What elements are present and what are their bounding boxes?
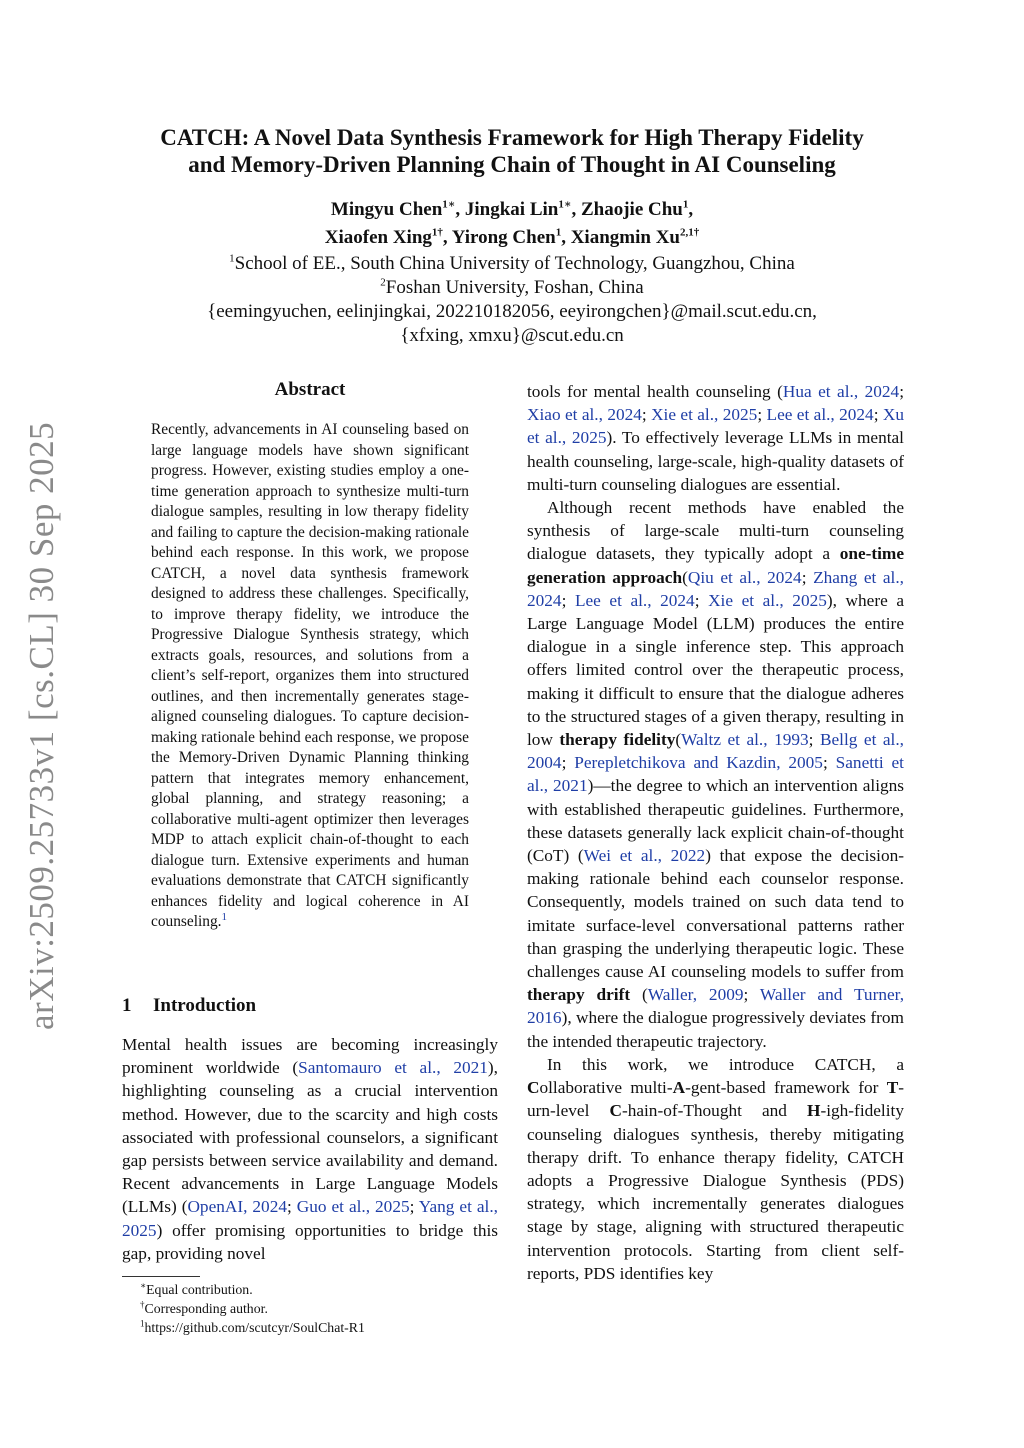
author-block [100, 196, 924, 348]
footnote-equal-contribution [140, 1280, 365, 1299]
footnote-divider [122, 1276, 200, 1277]
footnote-link[interactable]: https://github.com/scutcyr/SoulChat-R1 [144, 1320, 365, 1335]
body-text: ollaborative multi- [539, 1078, 673, 1098]
citation-link[interactable]: Lee et al., 2024 [574, 590, 695, 610]
citation-link[interactable]: Santomauro et al., 2021 [298, 1058, 488, 1078]
footnote-text: Equal contribution. [146, 1282, 253, 1297]
body-text: -gent-based framework for [685, 1078, 887, 1098]
citation-link[interactable]: Perepletchikova and Kazdin, 2005 [574, 753, 823, 773]
arxiv-identifier-stamp: arXiv:2509.25733v1 [cs.CL] 30 Sep 2025 [22, 421, 61, 1030]
body-text: tools for mental health counseling ( [527, 382, 783, 401]
citation-link[interactable]: Qiu et al., 2024 [687, 567, 802, 587]
author-name: Zhaojie Chu [580, 199, 683, 220]
footnote-mark: ∗ [140, 1280, 147, 1291]
body-text: ), highlighting counseling as a crucial intervention method. However, due to the scarcity and high costs associated with professional counselors, a significant gap persists between service availability and demand. Recent advancements in Large Language Models (LLMs) ( [122, 1058, 498, 1217]
affiliation-1 [100, 252, 924, 276]
citation-link[interactable]: Waller, 2009 [647, 985, 744, 1005]
emphasis-text: therapy drift [527, 985, 631, 1005]
citation-link[interactable]: Wei et al., 2022 [583, 846, 706, 866]
author-mark: 1∗ [442, 198, 456, 211]
footnotes [140, 1280, 365, 1337]
author-line-1: Mingyu Chen$^{1∗}$, Jingkai Lin$^{1∗}$, Zhaojie Chu$^1$, [330, 198, 694, 220]
body-text: In this work, we introduce CATCH, a [547, 1054, 904, 1074]
emphasis-text: C [527, 1078, 540, 1098]
emphasis-text: T [886, 1078, 899, 1098]
section-heading-introduction [122, 995, 256, 1017]
citation-link[interactable]: Yang et al., 2025 [122, 1197, 498, 1240]
author-name: Mingyu Chen [330, 199, 443, 220]
footnote-link[interactable]: 1 [221, 910, 228, 923]
citation-link[interactable]: Hua et al., 2024 [782, 382, 900, 401]
emphasis-text: C [609, 1101, 622, 1121]
body-text: , where the dialogue progressively deviates from the intended therapeutic trajectory. [527, 1008, 904, 1051]
citation-link[interactable]: Xie et al., 2025 [708, 590, 827, 610]
body-text: , where a Large Language Model (LLM) produces the entire dialogue in a single inference step. This approach offers limited control over the therapeutic process, making it difficult to ensure that the dialogue adheres to the structured stages of a given therapy, resulting in low [527, 590, 904, 750]
affiliation-mark: 1 [229, 252, 235, 265]
footnote-corresponding-author [140, 1299, 365, 1318]
footnote-mark: 1 [140, 1318, 145, 1329]
body-text: ) that expose the decision-making rationale behind each counselor response. Consequently, models trained on such data tend to imitate surface-level conversational patterns rather than grasping the underlying therapeutic logic. These challenges cause AI counseling models to suffer from [527, 846, 904, 982]
citation-link[interactable]: Waltz et al., 1993 [681, 730, 809, 750]
affiliation-mark: 2 [380, 276, 386, 289]
title-line-1: CATCH: A Novel Data Synthesis Framework for High Therapy Fidelity [160, 125, 864, 150]
affiliation-text: School of EE., South China University of Technology, Guangzhou, China [234, 253, 795, 274]
author-mark: 1 [555, 226, 562, 239]
author-name: Xiangmin Xu [570, 227, 680, 248]
emphasis-text: A [672, 1078, 686, 1098]
title-line-2: and Memory-Driven Planning Chain of Thought in AI Counseling [188, 152, 836, 177]
emphasis-text: H [807, 1101, 821, 1121]
section-title: Introduction [153, 995, 257, 1016]
author-name: Jingkai Lin [464, 199, 559, 220]
body-text: -hain-of-Thought and [621, 1101, 808, 1121]
citation-link[interactable]: Sanetti et al., 2021 [527, 753, 904, 796]
paragraph [527, 1053, 904, 1285]
body-text: Mental health issues are becoming increasingly prominent worldwide ( [122, 1035, 498, 1078]
section-number: 1 [122, 995, 132, 1016]
author-mark: 1∗ [558, 198, 572, 211]
affiliation-text: Foshan University, Foshan, China [385, 277, 644, 298]
paper-title [100, 124, 924, 178]
body-text: -igh-fidelity counseling dialogues synthesis, thereby mitigating therapy drift. To enhance therapy fidelity, CATCH adopts a Progressive Dialogue Synthesis (PDS) strategy, which incrementally generates dialogues stage by stage, aligning with structured therapeutic intervention protocols. Starting from client self-reports, PDS identifies key [527, 1101, 904, 1283]
emphasis-text: one-time generation approach [527, 544, 904, 587]
author-name: Xiaofen Xing [324, 227, 432, 248]
citation-link[interactable]: Xie et al., 2025 [651, 405, 758, 425]
right-column [527, 380, 904, 1285]
author-name: Yirong Chen [451, 227, 556, 248]
footnote-github-url [140, 1318, 365, 1337]
abstract-heading: Abstract [274, 379, 346, 400]
body-text: —the degree to which an intervention aligns with established therapeutic guidelines. Furthermore, these datasets generally lack explicit chain-of-thought (CoT) ( [527, 776, 904, 866]
citation-link[interactable]: Lee et al., 2024 [766, 405, 874, 425]
author-mark: 2,1† [679, 226, 700, 239]
abstract-text: Recently, advancements in AI counseling based on large language models have shown significant progress. However, existing studies employ a one-time generation approach to synthesize multi-turn dialogue samples, resulting in low therapy fidelity and failing to capture the decision-making rationale behind each response. In this work, we propose CATCH, a novel data synthesis framework designed to address these challenges. Specifically, to improve therapy fidelity, we introduce the Progressive Dialogue Synthesis strategy, which extracts goals, resources, and solutions from a client’s self-report, organizes them into structured outlines, and then incrementally generates stage-aligned counseling dialogues. To capture decision-making rationale behind each response, we propose the Memory-Driven Dynamic Planning thinking pattern that integrates memory enhancement, global planning, and strategy reasoning; a collaborative multi-agent optimizer then leverages MDP to attach explicit chain-of-thought to each dialogue turn. Extensive experiments and human evaluations demonstrate that CATCH significantly enhances fidelity and logical coherence in AI counseling. [151, 421, 469, 930]
body-text: Although recent methods have enabled the synthesis of large-scale multi-turn counseling dialogue datasets, they typically adopt a [527, 498, 904, 564]
author-mark: 1† [431, 226, 443, 239]
body-text: ) offer promising opportunities to bridge this gap, providing novel [122, 1220, 498, 1263]
citation-link[interactable]: Zhang et al., 2024 [527, 567, 905, 610]
affiliation-2 [100, 276, 924, 300]
email-line-1: {eemingyuchen, eelinjingkai, 202210182056, eeyirongchen}@mail.scut.edu.cn, [207, 301, 817, 322]
citation-link[interactable]: Xu et al., 2025 [527, 405, 905, 448]
author-mark: 1 [682, 198, 689, 211]
footnote-mark: † [140, 1299, 145, 1310]
email-line-2: {xfxing, xmxu}@scut.edu.cn [400, 325, 624, 346]
footnote-text: Corresponding author. [144, 1301, 268, 1316]
intro-paragraph-left: Mental health issues are becoming increasingly prominent worldwide (Santomauro et al., 2021), highlighting counseling as a crucial intervention method. However, due to the scarcity and high costs associated with professional counselors, a significant gap persists between service availability and demand. Recent advancements in Large Language Models (LLMs) (OpenAI, 2024; Guo et al., 2025; Yang et al., 2025) offer promising opportunities to bridge this gap, providing novel [122, 1035, 498, 1263]
citation-link[interactable]: Xiao et al., 2024 [527, 405, 642, 425]
citation-link[interactable]: Guo et al., 2025 [296, 1197, 410, 1217]
body-text: -urn-level [527, 1078, 904, 1121]
paragraph: Although recent methods have enabled the synthesis of large-scale multi-turn counseling dialogue datasets, they typically adopt a one-time generation approach(Qiu et al., 2024; Zhang et al., 2024; Lee et al., 2024; Xie et al., 2025), where a Large Language Model (LLM) produces the entire dialogue in a single inference step. This approach offers limited control over the therapeutic process, making it difficult to ensure that the dialogue adheres to the structured stages of a given therapy, resulting in low therapy fidelity(Waltz et al., 1993; Bellg et al., 2004; Perepletchikova and Kazdin, 2005; Sanetti et al., 2021)—the degree to which an intervention aligns with established therapeutic guidelines. Furthermore, these datasets generally lack explicit chain-of-thought (CoT) (Wei et al., 2022) that expose the decision-making rationale behind each counselor response. Consequently, models trained on such data tend to imitate surface-level conversational patterns rather than grasping the underlying therapeutic logic. These challenges cause AI counseling models to suffer from therapy drift (Waller, 2009; Waller and Turner, 2016), where the dialogue progressively deviates from the intended therapeutic trajectory. [527, 498, 905, 1051]
emphasis-text: therapy fidelity [559, 730, 676, 750]
author-line-2: Xiaofen Xing$^{1\dagger}$, Yirong Chen$^1$, Xiangmin $Xu^{2,1\dagger}$ [324, 226, 700, 248]
paragraph: tools for mental health counseling (Hua et al., 2024; Xiao et al., 2024; Xie et al., 2025; Lee et al., 2024; Xu et al., 2025). To effectively leverage LLMs in mental health counseling, large-scale, high-quality datasets of multi-turn counseling dialogues are essential. [527, 382, 905, 494]
abstract-body [151, 420, 469, 933]
body-text: ). To effectively leverage LLMs in mental health counseling, large-scale, high-quality datasets of multi-turn counseling dialogues are essential. [527, 428, 904, 494]
citation-link[interactable]: OpenAI, 2024 [187, 1197, 287, 1217]
citation-link[interactable]: Bellg et al., 2004 [527, 730, 904, 773]
citation-link[interactable]: Waller and Turner, 2016 [527, 985, 905, 1028]
